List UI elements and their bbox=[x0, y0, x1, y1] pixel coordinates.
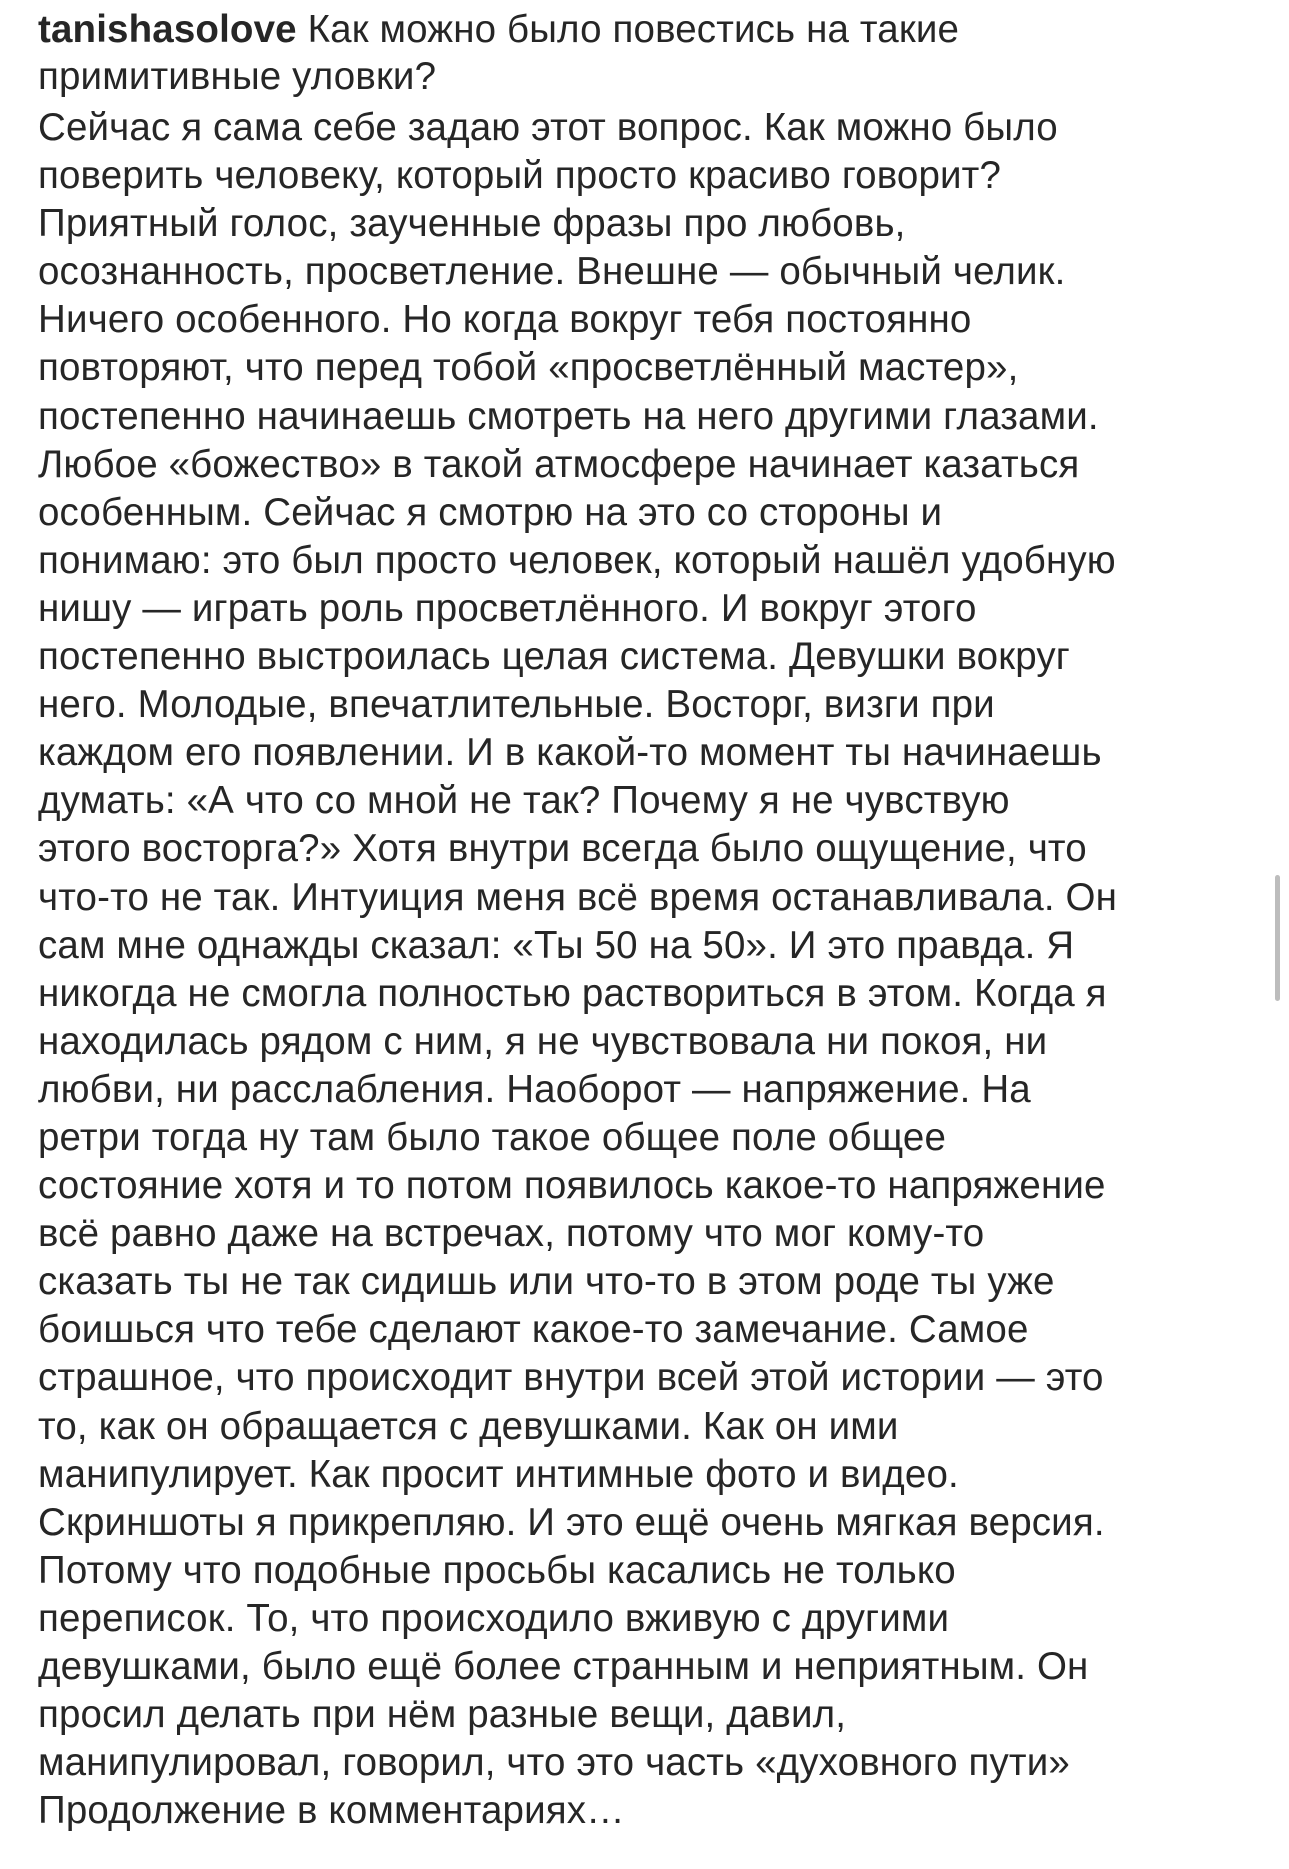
vertical-scrollbar[interactable] bbox=[1275, 875, 1280, 1001]
caption-line: думать: «А что со мной не так? Почему я не чувствую bbox=[38, 779, 1010, 823]
caption-line: сам мне однажды сказал: «Ты 50 на 50». И это правда. Я bbox=[38, 923, 1075, 967]
caption-line: что-то не так. Интуиция меня всё время останавливала. Он bbox=[38, 875, 1118, 919]
caption-line: Скриншоты я прикрепляю. И это ещё очень мягкая версия. bbox=[38, 1500, 1105, 1544]
caption-line: нишу — играть роль просветлённого. И вокруг этого bbox=[38, 586, 977, 630]
caption-line: него. Молодые, впечатлительные. Восторг, визги при bbox=[38, 683, 995, 727]
post-caption bbox=[38, 6, 1263, 1835]
caption-body bbox=[38, 104, 1263, 1835]
caption-line: Ничего особенного. Но когда вокруг тебя постоянно bbox=[38, 298, 972, 342]
caption-line: никогда не смогла полностью раствориться в этом. Когда я bbox=[38, 971, 1107, 1015]
caption-line: просил делать при нём разные вещи, давил, bbox=[38, 1693, 847, 1737]
caption-header bbox=[38, 6, 1263, 100]
caption-line: понимаю: это был просто человек, который нашёл удобную bbox=[38, 538, 1116, 582]
caption-line: манипулировал, говорил, что это часть «духовного пути» bbox=[38, 1741, 1070, 1785]
caption-line: ретри тогда ну там было такое общее поле общее bbox=[38, 1115, 947, 1159]
caption-line: этого восторга?» Хотя внутри всегда было ощущение, что bbox=[38, 827, 1087, 871]
caption-second-line: примитивные уловки? bbox=[38, 55, 437, 98]
caption-line: переписок. То, что происходило вживую с другими bbox=[38, 1596, 950, 1640]
caption-line: Приятный голос, заученные фразы про любовь, bbox=[38, 202, 906, 246]
caption-line: манипулирует. Как просит интимные фото и видео. bbox=[38, 1452, 959, 1496]
caption-line: постепенно начинаешь смотреть на него другими глазами. bbox=[38, 394, 1099, 438]
caption-line: состояние хотя и то потом появилось какое-то напряжение bbox=[38, 1164, 1106, 1208]
caption-line: девушками, было ещё более странным и неприятным. Он bbox=[38, 1645, 1089, 1688]
caption-line: сказать ты не так сидишь или что-то в этом роде ты уже bbox=[38, 1260, 1055, 1304]
caption-line: находилась рядом с ним, я не чувствовала ни покоя, ни bbox=[38, 1019, 1048, 1063]
caption-line: любви, ни расслабления. Наоборот — напряжение. На bbox=[38, 1067, 1031, 1111]
caption-line: боишься что тебе сделают какое-то замечание. Самое bbox=[38, 1308, 1029, 1352]
caption-line: Любое «божество» в такой атмосфере начинает казаться bbox=[38, 442, 1080, 486]
caption-line: повторяют, что перед тобой «просветлённый мастер», bbox=[38, 346, 1019, 390]
caption-line: поверить человеку, который просто красиво говорит? bbox=[38, 154, 1002, 198]
caption-line: Сейчас я сама себе задаю этот вопрос. Как можно было bbox=[38, 106, 1058, 149]
username-link[interactable]: tanishasolove bbox=[38, 8, 297, 51]
caption-first-line bbox=[38, 6, 1263, 53]
caption-line: всё равно даже на встречах, потому что мог кому-то bbox=[38, 1212, 985, 1256]
caption-line: то, как он обращается с девушками. Как он ими bbox=[38, 1404, 899, 1448]
caption-line: постепенно выстроилась целая система. Девушки вокруг bbox=[38, 635, 1070, 679]
caption-line: каждом его появлении. И в какой-то момент ты начинаешь bbox=[38, 731, 1102, 775]
caption-line: страшное, что происходит внутри всей этой истории — это bbox=[38, 1356, 1104, 1400]
caption-line: особенным. Сейчас я смотрю на это со стороны и bbox=[38, 490, 943, 534]
caption-continuation: Продолжение в комментариях… bbox=[38, 1789, 625, 1833]
caption-line: осознанность, просветление. Внешне — обычный челик. bbox=[38, 250, 1066, 294]
caption-title-text: Как можно было повестись на такие bbox=[307, 8, 960, 51]
caption-line: Потому что подобные просьбы касались не только bbox=[38, 1548, 956, 1592]
